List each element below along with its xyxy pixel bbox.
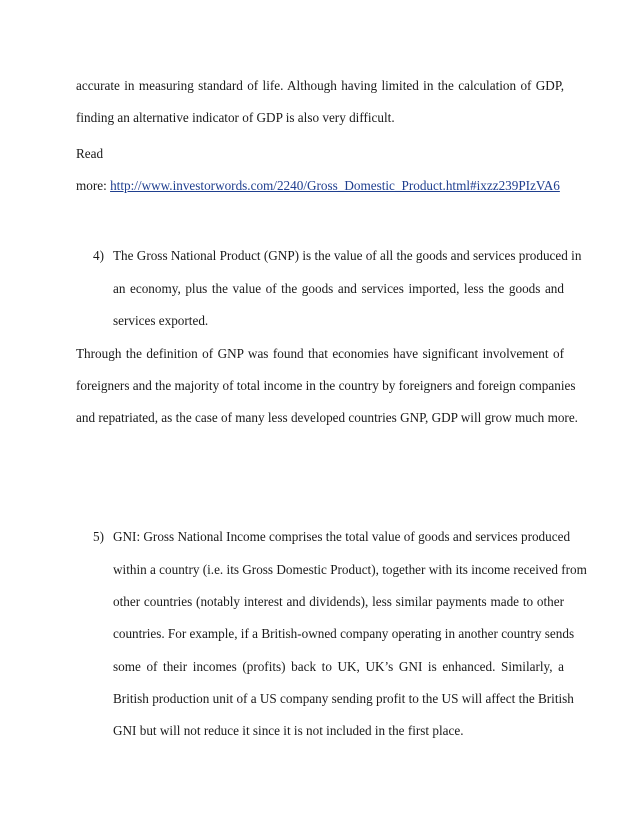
source-link[interactable]: http://www.investorwords.com/2240/Gross_Domestic_Product.html#ixzz239PIzVA6	[110, 178, 560, 193]
text-line: GNI: Gross National Income comprises the total value of goods and services produced	[113, 529, 571, 544]
read-label: Read	[76, 146, 104, 161]
text-line: an economy, plus the value of the goods and services imported, less the goods and	[113, 281, 564, 296]
text-line: within a country (i.e. its Gross Domestic Product), together with its income received from	[113, 562, 587, 577]
text-line: accurate in measuring standard of life. Although having limited in the calculation of GDP,	[76, 78, 564, 93]
text-line: services exported.	[113, 313, 209, 328]
text-line: foreigners and the majority of total income in the country by foreigners and foreign companies	[76, 378, 576, 393]
text-line: finding an alternative indicator of GDP is also very difficult.	[76, 110, 395, 125]
text-line: The Gross National Product (GNP) is the value of all the goods and services produced in	[113, 248, 582, 263]
more-label: more:	[76, 178, 107, 193]
text-line: British production unit of a US company sending profit to the US will affect the British	[113, 691, 574, 706]
list-number: 4)	[93, 248, 104, 263]
list-number: 5)	[93, 529, 104, 544]
text-line: and repatriated, as the case of many less developed countries GNP, GDP will grow much more.	[76, 410, 578, 425]
read-more-line	[76, 178, 560, 194]
text-line: GNI but will not reduce it since it is not included in the first place.	[113, 723, 464, 738]
text-line: Through the definition of GNP was found that economies have significant involvement of	[76, 346, 564, 361]
text-line: some of their incomes (profits) back to UK, UK’s GNI is enhanced. Similarly, a	[113, 659, 564, 674]
text-line: countries. For example, if a British-owned company operating in another country sends	[113, 626, 575, 641]
text-line: other countries (notably interest and dividends), less similar payments made to other	[113, 594, 564, 609]
